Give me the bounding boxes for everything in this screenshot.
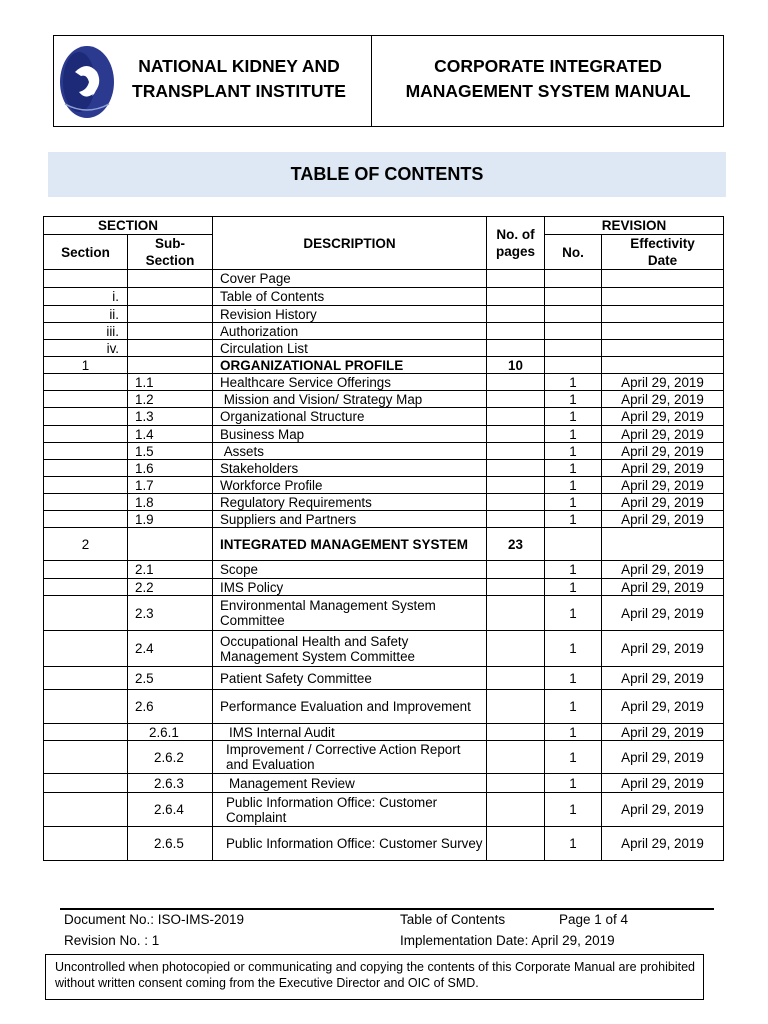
description-cell: Table of Contents	[213, 288, 487, 306]
section-cell	[44, 631, 128, 667]
table-row	[44, 391, 724, 408]
table-row	[44, 596, 724, 631]
pages-cell	[487, 690, 545, 724]
effectivity-date-cell: April 29, 2019	[602, 426, 724, 443]
section-cell	[44, 391, 128, 408]
revision-no-cell: 1	[545, 579, 602, 596]
revision-number: Revision No. : 1	[64, 933, 160, 948]
section-cell	[44, 579, 128, 596]
effectivity-date-cell: April 29, 2019	[602, 579, 724, 596]
revision-no-cell: 1	[545, 741, 602, 774]
revision-no-header: No.	[545, 235, 602, 270]
pages-cell	[487, 494, 545, 511]
effectivity-date-cell: April 29, 2019	[602, 443, 724, 460]
effectivity-date-cell: April 29, 2019	[602, 561, 724, 579]
table-row	[44, 741, 724, 774]
revision-no-cell: 1	[545, 443, 602, 460]
description-cell: ORGANIZATIONAL PROFILE	[213, 357, 487, 374]
description-cell: Authorization	[213, 323, 487, 340]
description-cell: Suppliers and Partners	[213, 511, 487, 528]
pages-cell	[487, 741, 545, 774]
institute-logo	[57, 42, 117, 122]
pages-cell	[487, 460, 545, 477]
table-row	[44, 827, 724, 861]
table-row	[44, 561, 724, 579]
effectivity-date-cell: April 29, 2019	[602, 408, 724, 426]
effectivity-date-cell: April 29, 2019	[602, 793, 724, 827]
revision-no-cell: 1	[545, 774, 602, 793]
table-row	[44, 528, 724, 561]
pages-cell	[487, 596, 545, 631]
section-header: Section	[44, 235, 128, 270]
description-cell: Regulatory Requirements	[213, 494, 487, 511]
effectivity-date-cell: April 29, 2019	[602, 741, 724, 774]
section-cell	[44, 774, 128, 793]
description-cell: Workforce Profile	[213, 477, 487, 494]
revision-no-cell: 1	[545, 561, 602, 579]
table-row	[44, 477, 724, 494]
description-cell: IMS Policy	[213, 579, 487, 596]
section-cell	[44, 270, 128, 288]
pages-cell	[487, 774, 545, 793]
effectivity-date-cell: April 29, 2019	[602, 511, 724, 528]
subsection-cell: 2.6.5	[128, 827, 213, 861]
subsection-cell: 1.2	[128, 391, 213, 408]
effectivity-date-header: Effectivity Date	[602, 235, 724, 270]
effectivity-date-cell: April 29, 2019	[602, 391, 724, 408]
subsection-cell: 2.1	[128, 561, 213, 579]
table-row	[44, 288, 724, 306]
effectivity-date-cell: April 29, 2019	[602, 690, 724, 724]
description-cell: Organizational Structure	[213, 408, 487, 426]
revision-no-cell: 1	[545, 374, 602, 391]
revision-no-cell	[545, 323, 602, 340]
subsection-cell: 1.6	[128, 460, 213, 477]
table-row	[44, 374, 724, 391]
section-cell: 1	[44, 357, 128, 374]
pages-cell	[487, 426, 545, 443]
table-row	[44, 667, 724, 690]
revision-no-cell	[545, 357, 602, 374]
description-cell: Environmental Management System Committee	[213, 596, 487, 631]
pages-cell	[487, 306, 545, 323]
table-row	[44, 323, 724, 340]
description-cell: Cover Page	[213, 270, 487, 288]
subsection-cell	[128, 340, 213, 357]
pages-cell	[487, 408, 545, 426]
description-cell: Occupational Health and Safety Management System Committee	[213, 631, 487, 667]
footer-rule	[60, 908, 714, 910]
pages-cell	[487, 323, 545, 340]
subsection-cell	[128, 528, 213, 561]
section-cell	[44, 408, 128, 426]
table-row	[44, 579, 724, 596]
subsection-cell	[128, 288, 213, 306]
description-cell: Performance Evaluation and Improvement	[213, 690, 487, 724]
effectivity-date-cell	[602, 528, 724, 561]
pages-cell	[487, 631, 545, 667]
pages-cell	[487, 374, 545, 391]
uncontrolled-copy-notice: Uncontrolled when photocopied or communicating and copying the contents of this Corporate Manual are prohibited without written consent coming from the Executive Director and OIC of SMD.	[45, 954, 704, 1000]
effectivity-date-cell: April 29, 2019	[602, 774, 724, 793]
description-cell: Management Review	[213, 774, 487, 793]
table-row	[44, 690, 724, 724]
table-row	[44, 357, 724, 374]
revision-no-cell: 1	[545, 724, 602, 741]
revision-no-cell: 1	[545, 596, 602, 631]
revision-no-cell: 1	[545, 408, 602, 426]
pages-cell: 10	[487, 357, 545, 374]
section-cell: iii.	[44, 323, 128, 340]
section-cell: ii.	[44, 306, 128, 323]
subsection-cell: 2.6.3	[128, 774, 213, 793]
description-header: DESCRIPTION	[213, 217, 487, 270]
implementation-date: Implementation Date: April 29, 2019	[400, 933, 615, 948]
subsection-cell	[128, 270, 213, 288]
revision-no-cell	[545, 340, 602, 357]
section-cell	[44, 690, 128, 724]
subsection-cell	[128, 323, 213, 340]
table-row	[44, 340, 724, 357]
section-cell	[44, 511, 128, 528]
effectivity-date-cell: April 29, 2019	[602, 596, 724, 631]
subsection-cell: 2.3	[128, 596, 213, 631]
table-row	[44, 494, 724, 511]
subsection-cell: 2.6.2	[128, 741, 213, 774]
section-cell	[44, 494, 128, 511]
effectivity-date-cell	[602, 306, 724, 323]
pages-cell	[487, 793, 545, 827]
contents-table	[43, 216, 724, 861]
subsection-cell: 2.2	[128, 579, 213, 596]
institute-name: NATIONAL KIDNEY AND TRANSPLANT INSTITUTE	[132, 56, 346, 101]
revision-no-cell	[545, 288, 602, 306]
effectivity-date-cell: April 29, 2019	[602, 724, 724, 741]
section-cell	[44, 596, 128, 631]
section-cell: iv.	[44, 340, 128, 357]
description-cell: Healthcare Service Offerings	[213, 374, 487, 391]
table-row	[44, 306, 724, 323]
table-row	[44, 408, 724, 426]
subsection-cell	[128, 357, 213, 374]
description-cell: IMS Internal Audit	[213, 724, 487, 741]
pages-cell	[487, 270, 545, 288]
table-row	[44, 460, 724, 477]
section-cell	[44, 724, 128, 741]
revision-no-cell: 1	[545, 827, 602, 861]
table-row	[44, 270, 724, 288]
effectivity-date-cell: April 29, 2019	[602, 374, 724, 391]
description-cell: Stakeholders	[213, 460, 487, 477]
table-header-row	[44, 217, 724, 235]
section-cell	[44, 460, 128, 477]
document-number: Document No.: ISO-IMS-2019	[64, 912, 245, 927]
table-row	[44, 774, 724, 793]
effectivity-date-cell: April 29, 2019	[602, 460, 724, 477]
manual-title: CORPORATE INTEGRATED MANAGEMENT SYSTEM MANUAL	[405, 56, 691, 101]
pages-cell	[487, 477, 545, 494]
description-cell: Assets	[213, 443, 487, 460]
effectivity-date-cell	[602, 357, 724, 374]
description-cell: Improvement / Corrective Action Report and Evaluation	[213, 741, 487, 774]
pages-cell	[487, 340, 545, 357]
section-cell	[44, 561, 128, 579]
effectivity-date-cell: April 29, 2019	[602, 477, 724, 494]
section-cell	[44, 443, 128, 460]
document-header	[53, 35, 724, 127]
section-cell: i.	[44, 288, 128, 306]
subsection-cell: 2.4	[128, 631, 213, 667]
pages-cell	[487, 443, 545, 460]
subsection-header: Sub- Section	[128, 235, 213, 270]
effectivity-date-cell	[602, 340, 724, 357]
revision-no-cell: 1	[545, 511, 602, 528]
page-number: Page 1 of 4	[559, 912, 629, 927]
table-row	[44, 443, 724, 460]
pages-cell	[487, 391, 545, 408]
section-cell	[44, 667, 128, 690]
revision-no-cell: 1	[545, 460, 602, 477]
description-cell: Circulation List	[213, 340, 487, 357]
subsection-cell: 1.4	[128, 426, 213, 443]
subsection-cell: 2.6.1	[128, 724, 213, 741]
effectivity-date-cell	[602, 288, 724, 306]
subsection-cell: 2.6	[128, 690, 213, 724]
revision-group-header: REVISION	[545, 217, 724, 235]
description-cell: Patient Safety Committee	[213, 667, 487, 690]
page-title: TABLE OF CONTENTS	[48, 152, 726, 197]
section-cell	[44, 741, 128, 774]
pages-cell	[487, 288, 545, 306]
table-row	[44, 426, 724, 443]
revision-no-cell	[545, 528, 602, 561]
subsection-cell: 1.8	[128, 494, 213, 511]
table-row	[44, 511, 724, 528]
section-group-header: SECTION	[44, 217, 213, 235]
description-cell: Revision History	[213, 306, 487, 323]
description-cell: Public Information Office: Customer Survey	[213, 827, 487, 861]
revision-no-cell	[545, 270, 602, 288]
revision-no-cell: 1	[545, 667, 602, 690]
subsection-cell: 1.3	[128, 408, 213, 426]
effectivity-date-cell	[602, 270, 724, 288]
subsection-cell: 1.7	[128, 477, 213, 494]
description-cell: Business Map	[213, 426, 487, 443]
pages-cell	[487, 667, 545, 690]
description-cell: INTEGRATED MANAGEMENT SYSTEM	[213, 528, 487, 561]
pages-cell	[487, 511, 545, 528]
subsection-cell: 1.5	[128, 443, 213, 460]
footer-document-title: Table of Contents	[400, 912, 506, 927]
revision-no-cell: 1	[545, 426, 602, 443]
pages-cell	[487, 561, 545, 579]
effectivity-date-cell: April 29, 2019	[602, 494, 724, 511]
revision-no-cell: 1	[545, 494, 602, 511]
section-cell: 2	[44, 528, 128, 561]
revision-no-cell: 1	[545, 631, 602, 667]
description-cell: Mission and Vision/ Strategy Map	[213, 391, 487, 408]
subsection-cell: 1.1	[128, 374, 213, 391]
table-row	[44, 631, 724, 667]
revision-no-cell: 1	[545, 690, 602, 724]
section-cell	[44, 827, 128, 861]
table-row	[44, 724, 724, 741]
section-cell	[44, 374, 128, 391]
subsection-cell: 2.6.4	[128, 793, 213, 827]
pages-cell	[487, 724, 545, 741]
pages-cell	[487, 579, 545, 596]
description-cell: Public Information Office: Customer Complaint	[213, 793, 487, 827]
revision-no-cell	[545, 306, 602, 323]
effectivity-date-cell: April 29, 2019	[602, 827, 724, 861]
effectivity-date-cell: April 29, 2019	[602, 631, 724, 667]
pages-cell: 23	[487, 528, 545, 561]
effectivity-date-cell: April 29, 2019	[602, 667, 724, 690]
subsection-cell: 2.5	[128, 667, 213, 690]
revision-no-cell: 1	[545, 477, 602, 494]
section-cell	[44, 477, 128, 494]
subsection-cell	[128, 306, 213, 323]
table-row	[44, 793, 724, 827]
section-cell	[44, 793, 128, 827]
revision-no-cell: 1	[545, 793, 602, 827]
section-cell	[44, 426, 128, 443]
revision-no-cell: 1	[545, 391, 602, 408]
effectivity-date-cell	[602, 323, 724, 340]
description-cell: Scope	[213, 561, 487, 579]
pages-cell	[487, 827, 545, 861]
subsection-cell: 1.9	[128, 511, 213, 528]
pages-header: No. of pages	[487, 217, 545, 270]
